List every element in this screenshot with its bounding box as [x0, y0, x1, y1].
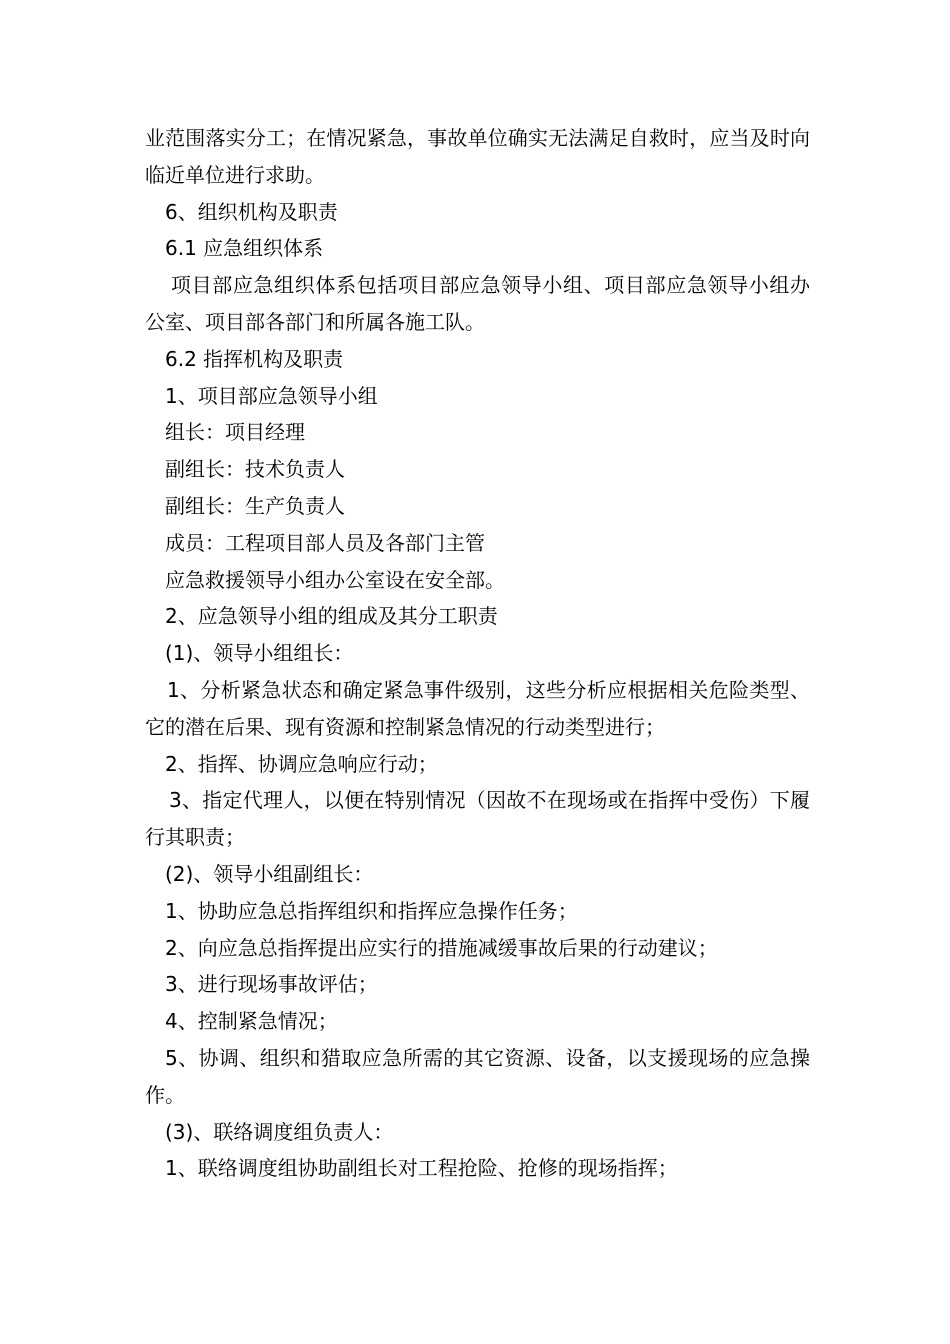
- leader-duty-2: 2、指挥、协调应急响应行动；: [165, 751, 438, 776]
- list-item-leadership-group: 1、项目部应急领导小组: [165, 383, 378, 408]
- role-deputy-technical: 副组长：技术负责人: [165, 457, 345, 482]
- sub-heading-liaison: (3)、联络调度组负责人：: [165, 1119, 394, 1144]
- paragraph-continuation: 业范围落实分工；在情况紧急，事故单位确实无法满足自救时，应当及时向临近单位进行求助。: [145, 126, 810, 187]
- leader-duty-1: 1、分析紧急状态和确定紧急事件级别，这些分析应根据相关危险类型、它的潜在后果、现有资源和控制紧急情况的行动类型进行；: [145, 677, 810, 739]
- deputy-duty-4: 4、控制紧急情况；: [165, 1009, 338, 1034]
- role-members: 成员：工程项目部人员及各部门主管: [165, 530, 485, 555]
- role-deputy-production: 副组长：生产负责人: [165, 493, 345, 518]
- sub-heading-leader: (1)、领导小组组长：: [165, 641, 354, 666]
- paragraph-office-location: 应急救援领导小组办公室设在安全部。: [165, 567, 505, 592]
- liaison-duty-1: 1、联络调度组协助副组长对工程抢险、抢修的现场指挥；: [165, 1156, 678, 1181]
- subsection-heading-6-1: 6.1 应急组织体系: [165, 236, 324, 261]
- subsection-heading-6-2: 6.2 指挥机构及职责: [165, 346, 344, 371]
- section-heading-6: 6、组织机构及职责: [165, 199, 338, 224]
- leader-duty-3: 3、指定代理人，以便在特别情况（因故不在现场或在指挥中受伤）下履行其职责；: [145, 788, 810, 850]
- deputy-duty-2: 2、向应急总指挥提出应实行的措施减缓事故后果的行动建议；: [165, 935, 718, 960]
- deputy-duty-5: 5、协调、组织和猎取应急所需的其它资源、设备，以支援现场的应急操作。: [145, 1045, 810, 1107]
- sub-heading-deputy: (2)、领导小组副组长：: [165, 861, 374, 886]
- paragraph-org-system: 项目部应急组织体系包括项目部应急领导小组、项目部应急领导小组办公室、项目部各部门和所属各施工队。: [145, 273, 810, 334]
- document-body: [145, 120, 810, 1187]
- deputy-duty-1: 1、协助应急总指挥组织和指挥应急操作任务；: [165, 898, 578, 923]
- list-item-group-composition: 2、应急领导小组的组成及其分工职责: [165, 604, 498, 629]
- role-leader: 组长：项目经理: [165, 420, 305, 445]
- deputy-duty-3: 3、进行现场事故评估；: [165, 972, 378, 997]
